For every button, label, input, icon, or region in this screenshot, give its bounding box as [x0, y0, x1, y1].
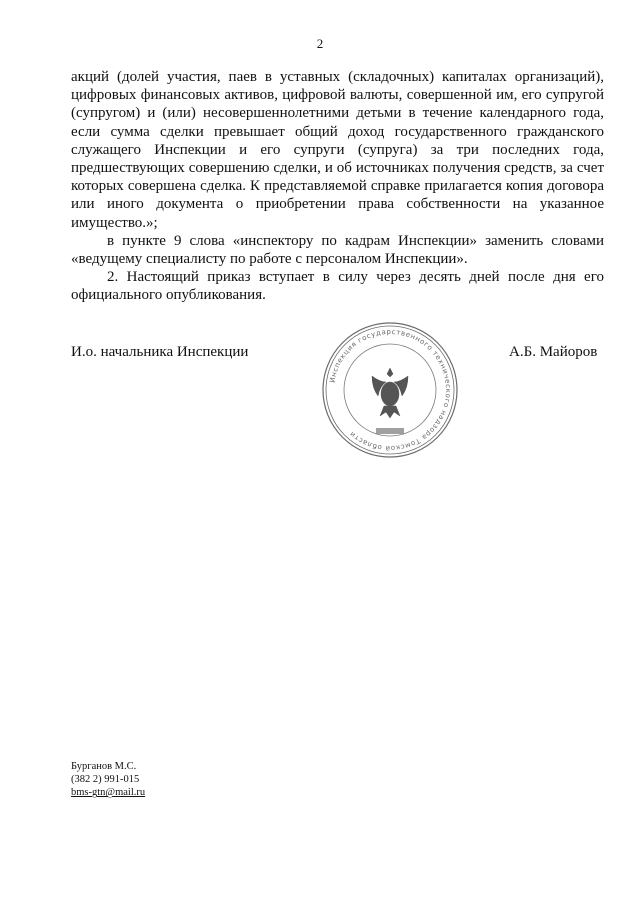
contact-phone: (382 2) 991-015	[71, 774, 140, 786]
paragraph-effective-date: 2. Настоящий приказ вступает в силу через десять дней после дня его официального опубликования.	[71, 269, 604, 304]
signatory-name: А.Б. Майоров	[509, 344, 598, 360]
svg-text:Инспекция государственного тех: Инспекция государственного технического надзора Томской области	[328, 327, 453, 453]
paragraph-amendment: в пункте 9 слова «инспектору по кадрам Инспекции» заменить словами «ведущему специалисту по работе с персоналом Инспекции».	[71, 232, 604, 268]
signatory-position: И.о. начальника Инспекции	[71, 344, 249, 360]
document-body	[71, 68, 604, 305]
eagle-emblem-icon	[372, 368, 408, 418]
paragraph-continuation: акций (долей участия, паев в уставных (складочных) капиталах организаций), цифровых финансовых активов, цифровой валюты, совершенной им, его супругой (супругом) и (или) несовершеннолетними детьми в течение календарного года, если сумма сделки превышает общий доход государственного гражданского служащего Инспекции и его супруги (супруга) за три последних года, предшествующих совершению сделки, и об источниках получения средств, за счет которых совершена сделка. К представляемой справке прилагается копия договора или иного документа о приобретении права собственности на указанное имущество.»;	[71, 69, 604, 231]
contact-name: Бурганов М.С.	[71, 761, 137, 772]
contact-block	[71, 760, 145, 800]
official-seal-stamp	[320, 320, 460, 460]
page-number: 2	[316, 36, 324, 51]
contact-email-link[interactable]: bms-gtn@mail.ru	[71, 787, 146, 799]
